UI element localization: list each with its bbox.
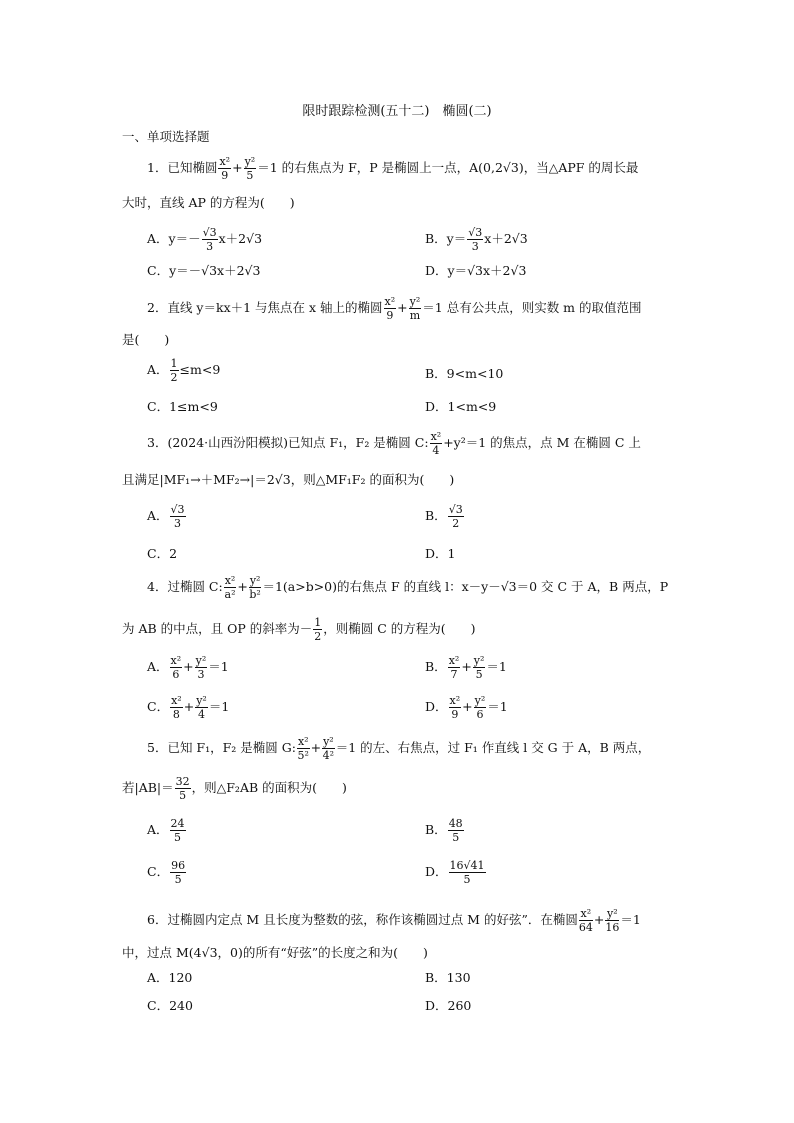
fraction: $\frac{\text{x²}}{\text{5²}}$ <box>297 735 309 762</box>
fraction: $\frac{\text{x²}}{6}$ <box>170 654 182 681</box>
question-3-option-c[interactable]: C．2 <box>147 546 178 561</box>
question-4-line-1: 4．过椭圆 C: $\frac{\text{x²}}{\text{a²}}$ + $\frac{\text{y²}}{\text{b²}}$ ＝1(a>b>0)的右焦点 F 的直线 l：x－y－√3＝0 交 C 于 A，B 两点，P <box>147 574 669 601</box>
fraction: $\frac{1}{2}$ <box>170 357 178 384</box>
question-5-line-1: 5．已知 F₁，F₂ 是椭圆 G: $\frac{\text{x²}}{\text{5²}}$ + $\frac{\text{y²}}{\text{4²}}$ ＝1 的左、右焦点，过 F₁ 作直线 l 交 G 于 A，B 两点， <box>147 735 651 762</box>
fraction: $\frac{\text{y²}}{3}$ <box>195 654 207 681</box>
question-1-option-d[interactable]: D．y＝√3x＋2√3 <box>425 263 527 278</box>
question-6-line-2: 中，过点 M(4√3，0)的所有“好弦”的长度之和为( ) <box>122 945 428 960</box>
question-4-option-b[interactable]: B． $\frac{\text{x²}}{7}$ + $\frac{\text{y²}}{5}$ ＝1 <box>425 654 507 681</box>
question-2-line-1: 2．直线 y＝kx＋1 与焦点在 x 轴上的椭圆 $\frac{\text{x²}}{9}$ + $\frac{\text{y²}}{m}$ ＝1 总有公共点，则实数 m 的取值范围 <box>147 295 642 322</box>
fraction: $\frac{√3}{3}$ <box>468 226 483 253</box>
page-title: 限时跟踪检测(五十二) 椭圆(二) <box>302 104 492 119</box>
question-3-line-2: 且满足|MF₁→＋MF₂→|＝2√3，则△MF₁F₂ 的面积为( ) <box>122 472 455 487</box>
question-1-option-c[interactable]: C．y＝－√3x＋2√3 <box>147 263 261 278</box>
question-1-option-b[interactable]: B．y＝ $\frac{√3}{3}$ x＋2√3 <box>425 226 528 253</box>
question-2-option-b[interactable]: B．9<m<10 <box>425 366 504 381</box>
question-6-option-d[interactable]: D．260 <box>425 998 472 1013</box>
fraction: $\frac{\text{x²}}{9}$ <box>449 694 461 721</box>
fraction: $\frac{1}{2}$ <box>314 616 322 643</box>
fraction: $\frac{\text{x²}}{\text{a²}}$ <box>224 574 236 601</box>
question-6-option-c[interactable]: C．240 <box>147 998 193 1013</box>
question-3-option-a[interactable]: A． $\frac{√3}{3}$ <box>147 503 185 530</box>
question-2-line-2: 是( ) <box>122 332 170 347</box>
question-3-option-b[interactable]: B． $\frac{√3}{2}$ <box>425 503 463 530</box>
fraction: $\frac{√3}{3}$ <box>202 226 217 253</box>
question-3-line-1: 3．(2024·山西汾阳模拟)已知点 F₁，F₂ 是椭圆 C: $\frac{\text{x²}}{4}$ +y²＝1 的焦点，点 M 在椭圆 C 上 <box>147 430 641 457</box>
fraction: $\frac{\text{x²}}{4}$ <box>430 430 442 457</box>
question-2-text: 2．直线 y＝kx＋1 与焦点在 x 轴上的椭圆 <box>147 300 383 315</box>
question-1-text: 1．已知椭圆 <box>147 160 218 175</box>
fraction: $\frac{√3}{2}$ <box>448 503 463 530</box>
question-3-text: 3．(2024·山西汾阳模拟)已知点 F₁，F₂ 是椭圆 C: <box>147 435 429 450</box>
question-6-line-1: 6．过椭圆内定点 M 且长度为整数的弦，称作该椭圆过点 M 的好弦”．在椭圆 $\frac{\text{x²}}{64}$ + $\frac{\text{y²}}{16}$ ＝1 <box>147 907 641 934</box>
fraction: $\frac{\text{x²}}{9}$ <box>219 155 231 182</box>
fraction: $\frac{\text{y²}}{4}$ <box>196 694 207 721</box>
question-5-option-c[interactable]: C． $\frac{96}{5}$ <box>147 859 186 886</box>
fraction: $\frac{\text{x²}}{9}$ <box>384 295 396 322</box>
fraction: $\frac{\text{y²}}{5}$ <box>473 654 485 681</box>
fraction: $\frac{\text{x²}}{7}$ <box>448 654 460 681</box>
fraction: $\frac{48}{5}$ <box>448 817 463 844</box>
question-1-line-2: 大时，直线 AP 的方程为( ) <box>122 195 295 210</box>
question-4-line-2: 为 AB 的中点，且 OP 的斜率为－ $\frac{1}{2}$ ，则椭圆 C 的方程为( ) <box>122 616 476 643</box>
section-heading: 一、单项选择题 <box>122 129 210 144</box>
fraction: $\frac{\text{x²}}{64}$ <box>578 907 593 934</box>
fraction: $\frac{24}{5}$ <box>170 817 185 844</box>
question-3-option-d[interactable]: D．1 <box>425 546 456 561</box>
fraction: $\frac{\text{x²}}{8}$ <box>171 694 182 721</box>
question-5-text: 5．已知 F₁，F₂ 是椭圆 G: <box>147 740 296 755</box>
question-2-option-c[interactable]: C．1≤m<9 <box>147 399 218 414</box>
question-4-text: 4．过椭圆 C: <box>147 579 223 594</box>
question-2-option-a[interactable]: A． $\frac{1}{2}$ ≤m<9 <box>147 357 221 384</box>
fraction: $\frac{16√41}{5}$ <box>449 859 485 886</box>
question-6-option-a[interactable]: A．120 <box>147 970 193 985</box>
question-5-option-a[interactable]: A． $\frac{24}{5}$ <box>147 817 185 844</box>
question-5-line-2: 若|AB|＝ $\frac{32}{5}$ ，则△F₂AB 的面积为( ) <box>122 775 347 802</box>
fraction: $\frac{\text{y²}}{16}$ <box>605 907 620 934</box>
question-5-option-d[interactable]: D． $\frac{16√41}{5}$ <box>425 859 485 886</box>
fraction: $\frac{\text{y²}}{\text{4²}}$ <box>322 735 335 762</box>
question-4-option-a[interactable]: A． $\frac{\text{x²}}{6}$ + $\frac{\text{y²}}{3}$ ＝1 <box>147 654 229 681</box>
fraction: $\frac{32}{5}$ <box>175 775 190 802</box>
fraction: $\frac{\text{y²}}{\text{b²}}$ <box>249 574 261 601</box>
fraction: $\frac{96}{5}$ <box>171 859 186 886</box>
question-1-line-1: 1．已知椭圆 $\frac{\text{x²}}{9}$ + $\frac{\text{y²}}{5}$ ＝1 的右焦点为 F，P 是椭圆上一点，A(0,2√3)，当△APF 的周长最 <box>147 155 639 182</box>
fraction: $\frac{√3}{3}$ <box>170 503 185 530</box>
question-6-option-b[interactable]: B．130 <box>425 970 471 985</box>
question-2-option-d[interactable]: D．1<m<9 <box>425 399 497 414</box>
question-4-option-d[interactable]: D． $\frac{\text{x²}}{9}$ + $\frac{\text{y²}}{6}$ ＝1 <box>425 694 508 721</box>
fraction: $\frac{\text{y²}}{m}$ <box>409 295 421 322</box>
fraction: $\frac{\text{y²}}{5}$ <box>244 155 256 182</box>
question-4-option-c[interactable]: C． $\frac{\text{x²}}{8}$ + $\frac{\text{y²}}{4}$ ＝1 <box>147 694 230 721</box>
fraction: $\frac{\text{y²}}{6}$ <box>474 694 486 721</box>
question-1-option-a[interactable]: A．y＝－ $\frac{√3}{3}$ x＋2√3 <box>147 226 263 253</box>
question-6-text: 6．过椭圆内定点 M 且长度为整数的弦，称作该椭圆过点 M 的好弦”．在椭圆 <box>147 912 578 927</box>
question-5-option-b[interactable]: B． $\frac{48}{5}$ <box>425 817 463 844</box>
